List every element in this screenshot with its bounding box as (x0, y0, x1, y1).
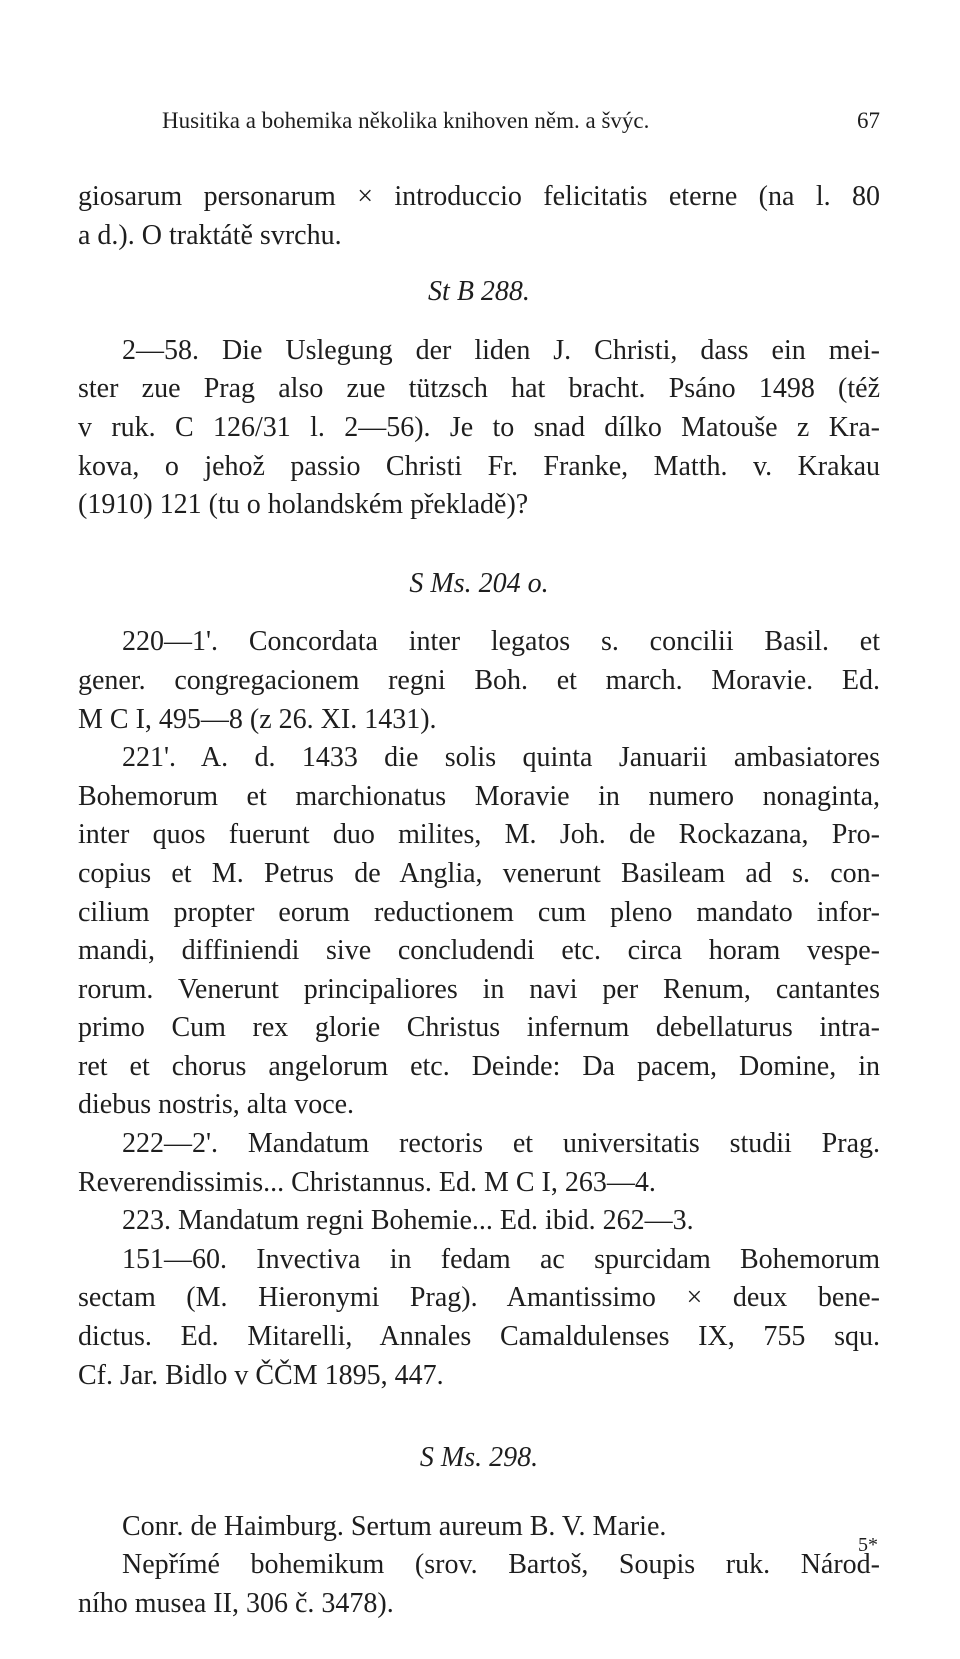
text-line: ster zue Prag also zue tützsch hat bracht. Psáno 1498 (též (78, 373, 880, 405)
entry-paragraph (78, 623, 880, 739)
entry-paragraph (78, 1202, 880, 1241)
running-title: Husitika a bohemika několika knihoven něm. a švýc. (162, 108, 650, 133)
entry-continuation (78, 178, 880, 255)
text-line: primo Cum rex glorie Christus infernum debellaturus intra- (78, 1012, 880, 1044)
text-line: 220—1'. Concordata inter legatos s. concilii Basil. et (122, 626, 880, 658)
text-line: 222—2'. Mandatum rectoris et universitatis studii Prag. (122, 1128, 880, 1160)
text-line: kova, o jehož passio Christi Fr. Franke, Matth. v. Krakau (78, 450, 880, 482)
body-text (78, 178, 880, 1624)
entry-paragraph (78, 1241, 880, 1395)
entry-paragraph (78, 1125, 880, 1202)
text-line: rorum. Venerunt principaliores in navi per Renum, cantantes (78, 973, 880, 1005)
shelfmark-heading: S Ms. 298. (419, 1442, 539, 1474)
entry-paragraph (78, 739, 880, 1125)
text-line: cilium propter eorum reductionem cum pleno mandato infor- (78, 896, 880, 928)
shelfmark-heading: S Ms. 204 o. (409, 567, 549, 599)
text-line: v ruk. C 126/31 l. 2—56). Je to snad dílko Matouše z Kra- (78, 411, 880, 443)
text-line: sectam (M. Hieronymi Prag). Amantissimo × deux bene- (78, 1282, 880, 1314)
entry-paragraph (78, 1508, 880, 1547)
text-line: 221'. A. d. 1433 die solis quinta Januarii ambasiatores (122, 742, 880, 774)
text-line: 2—58. Die Uslegung der liden J. Christi, dass ein mei- (122, 334, 880, 366)
text-line: Conr. de Haimburg. Sertum aureum B. V. Marie. (122, 1510, 667, 1542)
text-line: a d.). O traktátě svrchu. (78, 219, 342, 251)
entry-paragraph (78, 1546, 880, 1623)
text-line: gener. congregacionem regni Boh. et march. Moravie. Ed. (78, 664, 880, 696)
text-line: ret et chorus angelorum etc. Deinde: Da pacem, Domine, in (78, 1050, 880, 1082)
text-line: 151—60. Invectiva in fedam ac spurcidam Bohemorum (122, 1243, 880, 1275)
text-line: inter quos fuerunt duo milites, M. Joh. de Rockazana, Pro- (78, 819, 880, 851)
text-line: Bohemorum et marchionatus Moravie in numero nonaginta, (78, 780, 880, 812)
text-line: ního musea II, 306 č. 3478). (78, 1588, 394, 1619)
entry-paragraph (78, 332, 880, 525)
text-line: 223. Mandatum regni Bohemie... Ed. ibid. 262—3. (122, 1205, 694, 1237)
text-line: Nepřímé bohemikum (srov. Bartoš, Soupis ruk. Národ- (122, 1549, 880, 1581)
text-line: copius et M. Petrus de Anglia, venerunt Basileam ad s. con- (78, 857, 880, 889)
text-line: diebus nostris, alta voce. (78, 1089, 355, 1121)
text-line: giosarum personarum × introduccio felicitatis eterne (na l. 80 (78, 181, 880, 212)
text-line: Reverendissimis... Christannus. Ed. M C I, 263—4. (78, 1166, 656, 1198)
text-line: mandi, diffiniendi sive concludendi etc. circa horam vespe- (78, 935, 880, 967)
text-line: Cf. Jar. Bidlo v ČČM 1895, 447. (78, 1359, 444, 1391)
text-line: M C I, 495—8 (z 26. XI. 1431). (78, 703, 437, 735)
shelfmark-heading: St B 288. (428, 276, 530, 308)
signature-mark: 5* (858, 1534, 878, 1556)
text-line: (1910) 121 (tu o holandském překladě)? (78, 489, 529, 521)
text-line: dictus. Ed. Mitarelli, Annales Camaldulenses IX, 755 squ. (78, 1321, 880, 1353)
page-number: 67 (857, 108, 880, 133)
